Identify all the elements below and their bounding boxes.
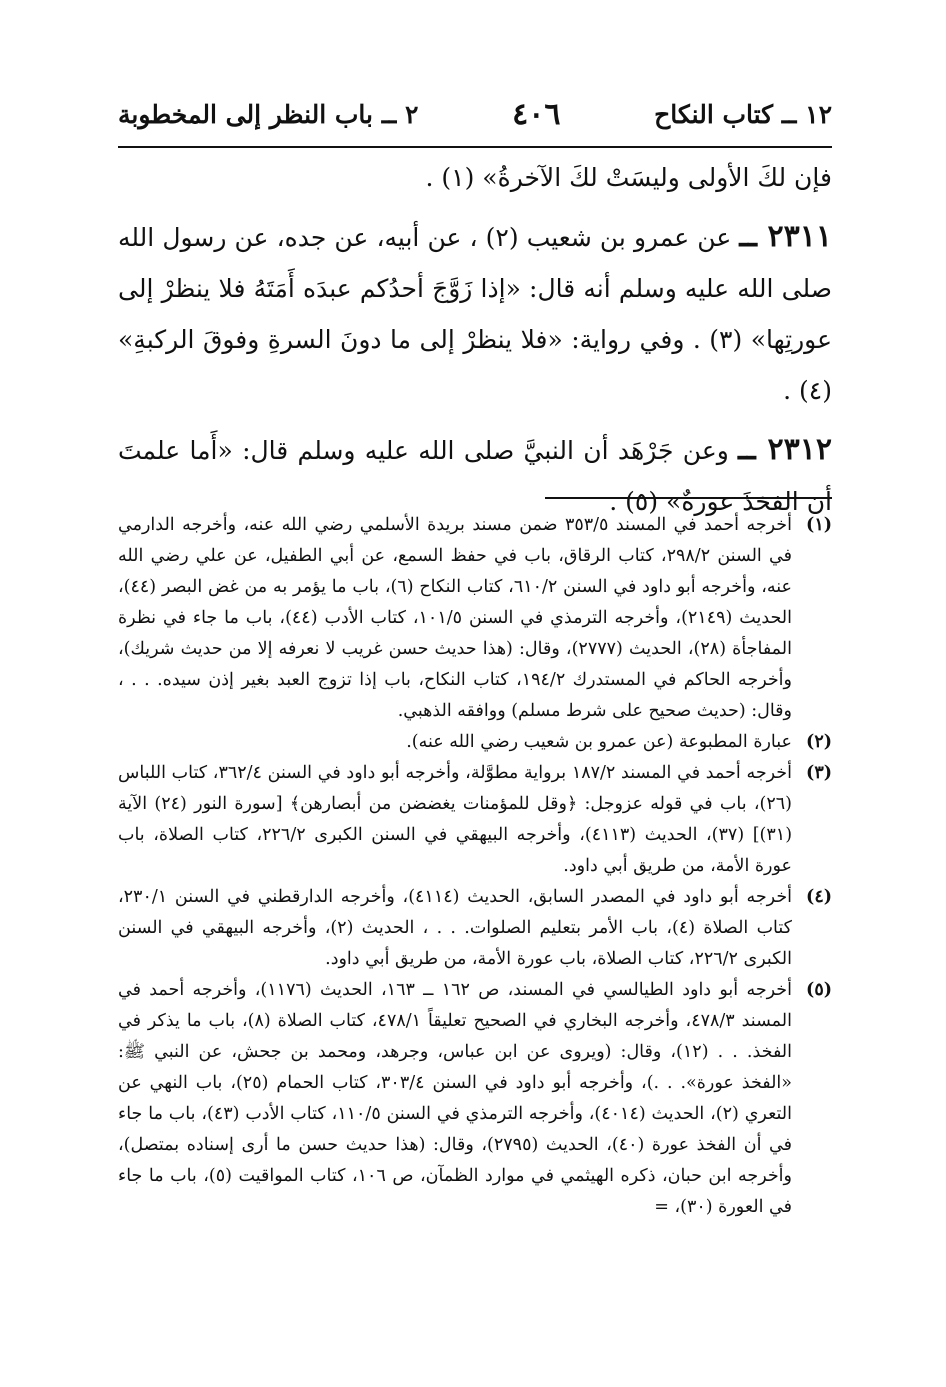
footnote-number: (٢): [806, 732, 832, 752]
footnote-text: أخرجه أحمد في المسند ١٨٧/٢ برواية مطوَّلة، وأخرجه أبو داود في السنن ٣٦٢/٤، كتاب اللباس (٢٦)، باب في قوله عزوجل: ﴿وقل للمؤمنات يغضضن من أبصارهن﴾ [سورة النور (٢٤) الآية (٣١)] (٣٧)، الحديث (٤١١٣)، وأخرجه البيهقي في السنن الكبرى ٢٢٦/٢، كتاب الصلاة، باب عورة الأمة، من طريق أبي داود.: [118, 763, 793, 876]
page-header: [118, 92, 832, 136]
footnotes: [118, 510, 832, 1223]
footnote: [118, 975, 832, 1223]
footnote-text: أخرجه أبو داود الطيالسي في المسند، ص ١٦٢ ــ ١٦٣، الحديث (١١٧٦)، وأخرجه أحمد في المسند ٤٧٨/٣، وأخرجه البخاري في الصحيح تعليقاً ٤٧٨/١، كتاب الصلاة (٨)، باب ما يذكر في الفخذ. . . (١٢)، وقال: (ويروى عن ابن عباس، وجرهد، ومحمد بن جحش، عن النبي ﷺ: «الفخذ عورة». . .)، وأخرجه أبو داود في السنن ٣٠٣/٤، كتاب الحمام (٢٥)، باب النهي عن التعري (٢)، الحديث (٤٠١٤)، وأخرجه الترمذي في السنن ١١٠/٥، كتاب الأدب (٤٣)، باب ما جاء في أن الفخذ عورة (٤٠)، الحديث (٢٧٩٥)، وقال: (هذا حديث حسن ما أرى إسناده بمتصل)، وأخرجه ابن حبان، ذكره الهيثمي في موارد الظمآن، ص ١٠٦، كتاب المواقيت (٥)، باب ما جاء في العورة (٣٠)، =: [118, 980, 793, 1217]
page-number: ٤٠٦: [512, 96, 561, 132]
footnote-divider: [545, 497, 832, 499]
main-text: [118, 152, 832, 527]
footnote: [118, 758, 832, 882]
footnote-text: أخرجه أحمد في المسند ٣٥٣/٥ ضمن مسند بريدة الأسلمي رضي الله عنه، وأخرجه الدارمي في السنن ٢٩٨/٢، كتاب الرقاق، باب في حفظ السمع، عن أبي الطفيل، عن علي رضي الله عنه، وأخرجه أبو داود في السنن ٦١٠/٢، كتاب النكاح (٦)، باب ما يؤمر به من غض البصر (٤٤)، الحديث (٢١٤٩)، وأخرجه الترمذي في السنن ١٠١/٥، كتاب الأدب (٤٤)، باب ما جاء في نظرة المفاجأة (٢٨)، الحديث (٢٧٧٧)، وقال: (هذا حديث حسن غريب لا نعرفه إلا من حديث شريك)، وأخرجه الحاكم في المستدرك ١٩٤/٢، كتاب النكاح، باب إذا تزوج العبد بغير إذن سيده. . . ، وقال: (حديث صحيح على شرط مسلم) ووافقه الذهبي.: [118, 515, 793, 721]
header-divider: [118, 146, 832, 148]
chapter-title: ١٢ ــ كتاب النكاح: [654, 99, 832, 129]
section-title: ٢ ــ باب النظر إلى المخطوبة: [118, 99, 419, 129]
footnote-number: (٤): [806, 887, 832, 907]
footnote: [118, 727, 832, 758]
footnote: [118, 510, 832, 727]
footnote-text: أخرجه أبو داود في المصدر السابق، الحديث (٤١١٤)، وأخرجه الدارقطني في السنن ٢٣٠/١، كتاب الصلاة (٤)، باب الأمر بتعليم الصلوات. . . ، الحديث (٢)، وأخرجه البيهقي في السنن الكبرى ٢٢٦/٢، كتاب الصلاة، باب عورة الأمة، من طريق أبي داود.: [118, 887, 792, 969]
footnote-number: (٥): [806, 980, 832, 1000]
hadith-text: عن عمرو بن شعيب (٢) ، عن أبيه، عن جده، عن رسول الله صلى الله عليه وسلم أنه قال: «إذا زَوَّجَ أحدُكم عبدَه أَمَتَهُ فلا ينظرْ إلى عورتِها» (٣) . وفي رواية: «فلا ينظرْ إلى ما دونَ السرةِ وفوقَ الركبةِ» (٤) .: [118, 223, 832, 405]
hadith-number: ٢٣١١ ــ: [739, 219, 832, 254]
footnote: [118, 882, 832, 975]
hadith-text: وعن جَرْهَد أن النبيَّ صلى الله عليه وسلم قال: «أَما علمتَ أن الفخذَ عورةٌ» (٥) .: [118, 436, 832, 516]
footnote-number: (١): [806, 515, 832, 535]
footnote-text: عبارة المطبوعة (عن عمرو بن شعيب رضي الله عنه).: [406, 732, 792, 752]
hadith-number: ٢٣١٢ ــ: [738, 432, 832, 467]
footnote-number: (٣): [806, 763, 832, 783]
continued-paragraph: فإن لكَ الأولى وليسَتْ لكَ الآخرةُ» (١) .: [425, 163, 832, 192]
hadith-2311: [118, 211, 832, 416]
